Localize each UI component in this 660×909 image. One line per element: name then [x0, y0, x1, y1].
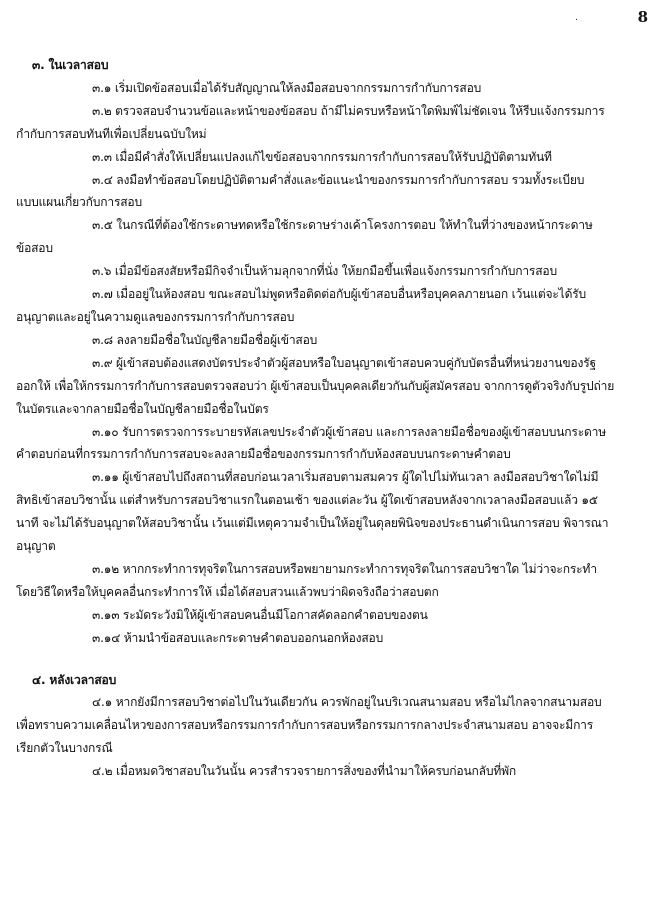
clause-3-13: ๓.๑๓ ระมัดระวังมิให้ผู้เข้าสอบคนอื่นมีโอกาสคัดลอกคำตอบของตน — [92, 607, 428, 622]
clause-3-3: ๓.๓ เมื่อมีคำสั่งให้เปลี่ยนแปลงแก้ไขข้อสอบจากกรรมการกำกับการสอบให้รับปฏิบัติตามทันที — [92, 149, 552, 164]
page-number: 8 — [637, 8, 648, 26]
clause-3-12: ๓.๑๒ หากกระทำการทุจริตในการสอบหรือพยายามกระทำการทุจริตในการสอบวิชาใด ไม่ว่าจะกระทำโดยวิธีใดหรือให้บุคคลอื่นกระทำการให้ เมื่อได้สอบสวนแล้วพบว่าผิดจริงถือว่าสอบตก — [16, 561, 597, 599]
clause-3-4: ๓.๔ ลงมือทำข้อสอบโดยปฏิบัติตามคำสั่งและข้อแนะนำของกรรมการกำกับการสอบ รวมทั้งระเบียบแบบแผนเกี่ยวกับการสอบ — [16, 172, 585, 210]
clause-3-10: ๓.๑๐ รับการตรวจการระบายรหัสเลขประจำตัวผู้เข้าสอบ และการลงลายมือชื่อของผู้เข้าสอบบนกระดาษคำตอบก่อนที่กรรมการกำกับการสอบจะลงลายมือชื่อของกรรมการกำกับห้องสอบบนกระดาษคำตอบ — [16, 424, 607, 462]
clause-4-2: ๔.๒ เมื่อหมดวิชาสอบในวันนั้น ควรสำรวจรายการสิ่งของที่นำมาให้ครบก่อนกลับที่พัก — [92, 764, 516, 779]
clause-3-7: ๓.๗ เมื่ออยู่ในห้องสอบ ขณะสอบไม่พูดหรือติดต่อกับผู้เข้าสอบอื่นหรือบุคคลภายนอก เว้นแต่จะได้รับอนุญาตและอยู่ในความดูแลของกรรมการกำกับการสอบ — [16, 287, 586, 324]
clause-4-1: ๔.๑ หากยังมีการสอบวิชาต่อไปในวันเดียวกัน ควรพักอยู่ในบริเวณสนามสอบ หรือไม่ไกลจากสนามสอบเพื่อทราบความเคลื่อนไหวของการสอบหรือกรรมการกำกับการสอบหรือกรรมการกลางประจำสนามสอบ อาจจะมีการเรียกตัวในบางกรณี — [16, 695, 602, 756]
clause-3-11: ๓.๑๑ ผู้เข้าสอบไปถึงสถานที่สอบก่อนเวลาเริ่มสอบตามสมควร ผู้ใดไปไม่ทันเวลา ลงมือสอบวิชาใดไม่มีสิทธิเข้าสอบวิชานั้น แต่สำหรับการสอบวิชาแรกในตอนเช้า ของแต่ละวัน ผู้ใดเข้าสอบหลังจากเวลาลงมือสอบแล้ว ๑๕ นาที จะไม่ได้รับอนุญาตให้สอบวิชานั้น เว้นแต่มีเหตุความจำเป็นให้อยู่ในดุลยพินิจของประธานดำเนินการสอบ พิจารณาอนุญาต — [16, 470, 609, 554]
section-3-heading: ๓. ในเวลาสอบ — [32, 58, 109, 72]
corner-mark: . — [575, 13, 578, 23]
section-4-heading: ๔. หลังเวลาสอบ — [32, 672, 117, 687]
clause-3-8: ๓.๘ ลงลายมือชื่อในบัญชีลายมือชื่อผู้เข้าสอบ — [92, 332, 318, 347]
section-spacer — [16, 650, 616, 669]
clause-3-2: ๓.๒ ตรวจสอบจำนวนข้อและหน้าของข้อสอบ ถ้ามีไม่ครบหรือหน้าใดพิมพ์ไม่ชัดเจน ให้รีบแจ้งกรรมการกำกับการสอบทันทีเพื่อเปลี่ยนฉบับใหม่ — [16, 103, 605, 141]
clause-3-14: ๓.๑๔ ห้ามนำข้อสอบและกระดาษคำตอบออกนอกห้องสอบ — [92, 630, 384, 645]
clause-3-6: ๓.๖ เมื่อมีข้อสงสัยหรือมีกิจจำเป็นห้ามลุกจากที่นั่ง ให้ยกมือขึ้นเพื่อแจ้งกรรมการกำกับการสอบ — [92, 264, 557, 279]
clause-3-1: ๓.๑ เริ่มเปิดข้อสอบเมื่อได้รับสัญญาณให้ลงมือสอบจากกรรมการกำกับการสอบ — [92, 80, 482, 95]
document-body — [16, 54, 616, 783]
clause-3-5: ๓.๕ ในกรณีที่ต้องใช้กระดาษทดหรือใช้กระดาษร่างเค้าโครงการตอบ ให้ทำในที่ว่างของหน้ากระดาษข้อสอบ — [16, 218, 593, 256]
clause-3-9: ๓.๙ ผู้เข้าสอบต้องแสดงบัตรประจำตัวผู้สอบหรือใบอนุญาตเข้าสอบควบคู่กับบัตรอื่นที่หน่วยงานของรัฐออกให้ เพื่อให้กรรมการกำกับการสอบตรวจสอบว่า ผู้เข้าสอบเป็นบุคคลเดียวกันกับผู้สมัครสอบ จากการดูตัวจริงกับรูปถ่ายในบัตรและจากลายมือชื่อในบัญชีลายมือชื่อในบัตร — [16, 355, 615, 416]
